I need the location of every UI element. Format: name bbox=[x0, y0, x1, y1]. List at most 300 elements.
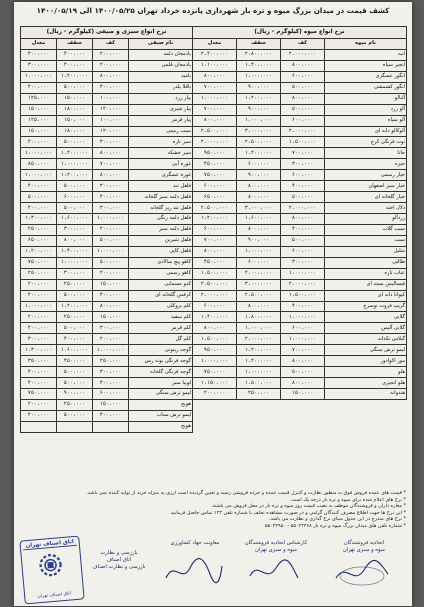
price-floor: ۷۰۰،۰۰۰ bbox=[281, 148, 325, 159]
price-ceiling: ۲۵۰،۰۰۰ bbox=[57, 399, 93, 410]
price-ceiling: ۵۰۰،۰۰۰ bbox=[57, 137, 93, 148]
table-row bbox=[21, 345, 193, 356]
item-name: کلم قرمز bbox=[129, 323, 193, 334]
item-name: گوجه فرنگی بوته رس bbox=[129, 356, 193, 367]
item-name: پیاز قرمز bbox=[129, 115, 193, 126]
fruit-ceiling-header: سقف bbox=[237, 39, 281, 50]
table-row bbox=[193, 71, 407, 82]
item-name: فلفل دلمه سبز bbox=[129, 224, 193, 235]
table-row bbox=[193, 203, 407, 214]
table-row bbox=[21, 49, 193, 60]
table-row bbox=[21, 170, 193, 181]
item-name: فیسالیس بسته ای bbox=[325, 279, 407, 290]
price-floor: ۶۰۰،۰۰۰ bbox=[281, 71, 325, 82]
price-ceiling: ۲۵۰،۰۰۰ bbox=[57, 312, 93, 323]
price-floor: ۵۰۰،۰۰۰ bbox=[281, 82, 325, 93]
signature-scribble bbox=[164, 556, 224, 586]
item-name: غوره آبی bbox=[129, 159, 193, 170]
item-name: کیوانا دانه ای bbox=[325, 290, 407, 301]
price-floor: ۳۰۰،۰۰۰ bbox=[93, 137, 129, 148]
price-avg: ۲،۰۰۰،۰۰۰ bbox=[193, 137, 237, 148]
price-ceiling: ۶۰۰،۰۰۰ bbox=[57, 192, 93, 203]
item-name: کاهو پیچ سالادی bbox=[129, 257, 193, 268]
price-floor: ۸۰۰،۰۰۰ bbox=[93, 148, 129, 159]
price-floor: ۳۰۰،۰۰۰ bbox=[281, 257, 325, 268]
table-row bbox=[193, 159, 407, 170]
table-row bbox=[193, 356, 407, 367]
price-floor: ۳۰۰،۰۰۰ bbox=[93, 323, 129, 334]
price-floor: ۸۰۰،۰۰۰ bbox=[281, 93, 325, 104]
price-floor: ۲۰۰،۰۰۰ bbox=[93, 334, 129, 345]
price-ceiling: ۳۰۰،۰۰۰ bbox=[57, 224, 93, 235]
item-name: آلو سیاه bbox=[325, 115, 407, 126]
note-line: * شماره تلفن های میدان بزرگ میوه و تره بار ۵۵۰۴۲۴۶۸ - ۵۵۰۴۲۹۵۰ bbox=[264, 522, 406, 529]
table-row bbox=[193, 246, 407, 257]
signature-agriculture: معاونت جهاد کشاورزی bbox=[170, 540, 220, 546]
table-row bbox=[21, 93, 193, 104]
price-avg: ۴۰۰،۰۰۰ bbox=[21, 290, 57, 301]
price-floor: ۷۰۰،۰۰۰ bbox=[281, 345, 325, 356]
price-avg: ۸۵۰،۰۰۰ bbox=[21, 159, 57, 170]
item-name: موز اکوادور bbox=[325, 356, 407, 367]
note-line: * نرخ های مندرج در این جدول مبنای نرخ گذاری و نظارت می باشد. bbox=[269, 516, 406, 523]
price-floor: ۱۵۰،۰۰۰ bbox=[93, 279, 129, 290]
price-avg: ۲۰۰،۰۰۰ bbox=[21, 399, 57, 410]
table-row bbox=[21, 224, 193, 235]
price-floor: ۶۰۰،۰۰۰ bbox=[281, 115, 325, 126]
price-avg: ۲۵۰،۰۰۰ bbox=[21, 224, 57, 235]
price-floor: ۱،۰۰۰،۰۰۰ bbox=[281, 312, 325, 323]
note-line: * این نرخ ها جهت اطلاع مصرف کنندگان گرامی و در صورت مشاهده تخلف با شماره تلفن ۱۲۴ تماس حاصل فرمایید. bbox=[169, 509, 406, 516]
table-row bbox=[21, 104, 193, 115]
price-ceiling: ۱،۰۰۰،۰۰۰ bbox=[237, 246, 281, 257]
item-name: لیمو ترش سنگی bbox=[129, 389, 193, 400]
item-name: کلم سفید bbox=[129, 312, 193, 323]
price-floor: ۲۰۰،۰۰۰ bbox=[93, 49, 129, 60]
veg-ceiling-header: سقف bbox=[57, 39, 93, 50]
signature-inspection: بازرسی و نظارت اتاق اصناف بازرسی و نظارت اصناف bbox=[92, 550, 146, 570]
item-name: سیب گلاب bbox=[325, 224, 407, 235]
price-ceiling: ۲،۰۰۰،۰۰۰ bbox=[237, 268, 281, 279]
price-ceiling: ۲۵۰،۰۰۰ bbox=[57, 279, 93, 290]
signature-union: اتحادیه فروشندگان میوه و سبزی تهران bbox=[343, 540, 385, 553]
price-avg: ۴۰۰،۰۰۰ bbox=[21, 203, 57, 214]
signature-scribble bbox=[246, 558, 306, 586]
price-avg: ۱،۰۰۰،۰۰۰ bbox=[193, 356, 237, 367]
price-avg: ۱،۴۰۰،۰۰۰ bbox=[193, 312, 237, 323]
table-row bbox=[21, 159, 193, 170]
vegetable-price-table bbox=[20, 26, 193, 433]
price-floor: ۱۰۰،۰۰۰ bbox=[93, 93, 129, 104]
price-avg: ۹۵۰،۰۰۰ bbox=[193, 345, 237, 356]
price-avg: ۸۰۰،۰۰۰ bbox=[193, 246, 237, 257]
table-row bbox=[193, 148, 407, 159]
price-floor: ۳۰۰،۰۰۰ bbox=[93, 378, 129, 389]
price-avg: ۱،۱۰۰،۰۰۰ bbox=[193, 60, 237, 71]
table-row bbox=[21, 71, 193, 82]
price-avg: ۴۰۰،۰۰۰ bbox=[21, 378, 57, 389]
price-ceiling: ۵۰۰،۰۰۰ bbox=[57, 367, 93, 378]
price-floor: ۱۲۰،۰۰۰ bbox=[93, 126, 129, 137]
price-avg: ۳۰۰،۰۰۰ bbox=[21, 49, 57, 60]
price-floor: ۳۰۰،۰۰۰ bbox=[93, 181, 129, 192]
table-row bbox=[193, 170, 407, 181]
signature-scribble bbox=[332, 558, 392, 588]
table-row bbox=[21, 356, 193, 367]
fruit-floor-header: کف bbox=[281, 39, 325, 50]
price-floor: ۵۰۰،۰۰۰ bbox=[93, 257, 129, 268]
table-row bbox=[193, 235, 407, 246]
table-row bbox=[193, 367, 407, 378]
price-floor: ۴۰۰،۰۰۰ bbox=[281, 224, 325, 235]
table-row bbox=[21, 410, 193, 421]
table-row bbox=[21, 399, 193, 410]
price-avg: ۱۲۵،۰۰۰ bbox=[21, 93, 57, 104]
price-avg: ۷۰۰،۰۰۰ bbox=[193, 82, 237, 93]
table-row bbox=[193, 389, 407, 400]
item-name: آلو زرد bbox=[325, 104, 407, 115]
price-ceiling: ۵۰۰،۰۰۰ bbox=[57, 82, 93, 93]
price-floor: ۳۰۰،۰۰۰ bbox=[93, 410, 129, 421]
price-ceiling: ۳،۰۰۰،۰۰۰ bbox=[237, 203, 281, 214]
price-ceiling: ۱،۸۰۰،۰۰۰ bbox=[237, 312, 281, 323]
veg-average-header: معدل bbox=[21, 39, 57, 50]
item-name: انگور عسگری bbox=[325, 71, 407, 82]
price-avg: ۱۵۰،۰۰۰ bbox=[21, 126, 57, 137]
price-avg: ۱،۰۰۰،۰۰۰ bbox=[21, 148, 57, 159]
item-name: فلفل شیرین bbox=[129, 235, 193, 246]
fruit-average-header: معدل bbox=[193, 39, 237, 50]
table-row bbox=[21, 323, 193, 334]
item-name: زردآلو bbox=[325, 214, 407, 225]
price-avg: ۴۰۰،۰۰۰ bbox=[21, 323, 57, 334]
table-row bbox=[193, 192, 407, 203]
item-name: خیار رسمی bbox=[325, 170, 407, 181]
price-ceiling: ۲،۰۰۰،۰۰۰ bbox=[237, 334, 281, 345]
price-floor: ۵۰۰،۰۰۰ bbox=[281, 192, 325, 203]
price-floor: ۶۰۰،۰۰۰ bbox=[281, 170, 325, 181]
table-row bbox=[21, 82, 193, 93]
price-ceiling: ۱۸۰،۰۰۰ bbox=[57, 126, 93, 137]
price-avg: ۳۵۰،۰۰۰ bbox=[21, 356, 57, 367]
price-ceiling: ۵۰۰،۰۰۰ bbox=[57, 181, 93, 192]
price-ceiling: ۹۰۰،۰۰۰ bbox=[237, 235, 281, 246]
fruit-rows bbox=[193, 49, 407, 399]
table-row bbox=[21, 334, 193, 345]
item-name: توت فرنگی کرج bbox=[325, 137, 407, 148]
price-avg: ۸۰۰،۰۰۰ bbox=[193, 115, 237, 126]
item-name: هلو انجیری bbox=[325, 378, 407, 389]
item-name: انبه bbox=[325, 49, 407, 60]
table-row bbox=[21, 235, 193, 246]
price-floor: ۴۰۰،۰۰۰ bbox=[281, 301, 325, 312]
price-avg: ۲،۰۰۰،۰۰۰ bbox=[193, 290, 237, 301]
vegetable-rows bbox=[21, 49, 193, 432]
price-floor: ۶۰۰،۰۰۰ bbox=[281, 323, 325, 334]
price-floor: ۸۰۰،۰۰۰ bbox=[281, 60, 325, 71]
table-row bbox=[193, 312, 407, 323]
price-avg: ۲،۴۰۰،۰۰۰ bbox=[193, 49, 237, 60]
price-avg: ۱،۵۰۰،۰۰۰ bbox=[193, 334, 237, 345]
item-name: آلبالو bbox=[325, 93, 407, 104]
item-name: دلال اخته bbox=[325, 203, 407, 214]
price-ceiling: ۸۰۰،۰۰۰ bbox=[237, 181, 281, 192]
price-floor: ۱،۰۰۰،۰۰۰ bbox=[281, 268, 325, 279]
price-avg bbox=[21, 421, 57, 432]
item-name: کلم بروکلی bbox=[129, 301, 193, 312]
table-row bbox=[193, 378, 407, 389]
note-line: * قیمت های عمده فروش فوق به منظور نظارت و کنترل قیمت عمده و خرده فروشی رسید و تعیین گردیده است ارزی به منزله خرید از تولید کننده نمی باشد. bbox=[86, 490, 406, 496]
price-ceiling: ۲،۸۰۰،۰۰۰ bbox=[237, 49, 281, 60]
price-ceiling: ۳۰۰،۰۰۰ bbox=[57, 268, 93, 279]
item-name: عناب تازه bbox=[325, 268, 407, 279]
item-name: باقلا پلدر bbox=[129, 82, 193, 93]
price-avg: ۷۵۰،۰۰۰ bbox=[193, 170, 237, 181]
price-ceiling: ۶۰۰،۰۰۰ bbox=[237, 159, 281, 170]
price-floor: ۸۰۰،۰۰۰ bbox=[281, 214, 325, 225]
table-row bbox=[193, 214, 407, 225]
price-floor: ۳۰۰،۰۰۰ bbox=[93, 367, 129, 378]
price-ceiling: ۸۰۰،۰۰۰ bbox=[237, 301, 281, 312]
stamp-line: اتاق اصناف تهران bbox=[37, 591, 72, 600]
price-avg: ۴۵۰،۰۰۰ bbox=[193, 257, 237, 268]
table-row bbox=[21, 192, 193, 203]
price-ceiling: ۹۰۰،۰۰۰ bbox=[237, 104, 281, 115]
item-name: سیر تازه bbox=[129, 137, 193, 148]
item-name: آلوکالو دانه ای bbox=[325, 126, 407, 137]
note-line: * نرخ های اعلام شده برای میوه و تره بار درجه یک است. bbox=[289, 496, 406, 503]
price-avg: ۱،۰۰۰،۰۰۰ bbox=[193, 93, 237, 104]
table-row bbox=[21, 181, 193, 192]
price-ceiling: ۱،۴۰۰،۰۰۰ bbox=[57, 246, 93, 257]
item-name: فلفل دلمه رنگی bbox=[129, 214, 193, 225]
price-avg: ۶۵۰،۰۰۰ bbox=[193, 192, 237, 203]
table-row bbox=[193, 60, 407, 71]
table-row bbox=[193, 279, 407, 290]
fruit-price-table bbox=[192, 26, 407, 400]
price-floor: ۲۰۰،۰۰۰ bbox=[93, 60, 129, 71]
table-row bbox=[21, 115, 193, 126]
item-name: گوجه زیتونی bbox=[129, 345, 193, 356]
price-avg: ۷۵۰،۰۰۰ bbox=[21, 257, 57, 268]
item-name: سیب bbox=[325, 235, 407, 246]
price-floor: ۸۰۰،۰۰۰ bbox=[93, 301, 129, 312]
item-name: شلیل bbox=[325, 246, 407, 257]
price-floor: ۲۰۰،۰۰۰ bbox=[93, 268, 129, 279]
item-name: پیاز زرد bbox=[129, 93, 193, 104]
price-ceiling: ۴۰۰،۰۰۰ bbox=[57, 334, 93, 345]
price-ceiling: ۱،۲۰۰،۰۰۰ bbox=[237, 356, 281, 367]
table-row bbox=[21, 367, 193, 378]
price-avg: ۸۰۰،۰۰۰ bbox=[193, 323, 237, 334]
price-avg: ۴۰۰،۰۰۰ bbox=[21, 181, 57, 192]
price-avg: ۴۰۰،۰۰۰ bbox=[21, 410, 57, 421]
price-ceiling: ۱،۶۰۰،۰۰۰ bbox=[57, 214, 93, 225]
price-avg: ۹۵۰،۰۰۰ bbox=[193, 148, 237, 159]
item-name: هندوانه bbox=[325, 389, 407, 400]
price-ceiling: ۱۸۰،۰۰۰ bbox=[57, 104, 93, 115]
price-floor: ۱،۵۰۰،۰۰۰ bbox=[281, 137, 325, 148]
table-row bbox=[21, 290, 193, 301]
price-avg: ۱،۰۰۰،۰۰۰ bbox=[21, 71, 57, 82]
price-ceiling: ۱،۲۰۰،۰۰۰ bbox=[57, 71, 93, 82]
price-avg: ۱،۵۰۰،۰۰۰ bbox=[193, 268, 237, 279]
table-row bbox=[21, 257, 193, 268]
veg-floor-header: کف bbox=[93, 39, 129, 50]
item-name: فلفل کاپی bbox=[129, 246, 193, 257]
price-floor: ۲۰۰،۰۰۰ bbox=[93, 224, 129, 235]
price-ceiling: ۱،۰۰۰،۰۰۰ bbox=[237, 323, 281, 334]
table-row bbox=[193, 268, 407, 279]
item-name: گیلاس تکدانه bbox=[325, 334, 407, 345]
table-row bbox=[193, 82, 407, 93]
table-row bbox=[21, 301, 193, 312]
item-name: هلو bbox=[325, 367, 407, 378]
table-row bbox=[193, 334, 407, 345]
table-row bbox=[193, 224, 407, 235]
price-avg: ۳۰۰،۰۰۰ bbox=[21, 60, 57, 71]
price-floor: ۴۰۰،۰۰۰ bbox=[93, 192, 129, 203]
price-floor: ۲،۰۰۰،۰۰۰ bbox=[281, 49, 325, 60]
price-avg: ۶۰۰،۰۰۰ bbox=[193, 224, 237, 235]
guild-stamp bbox=[19, 536, 84, 605]
price-avg: ۴۰۰،۰۰۰ bbox=[21, 82, 57, 93]
price-avg: ۱،۲۰۰،۰۰۰ bbox=[193, 214, 237, 225]
table-row bbox=[193, 290, 407, 301]
price-ceiling: ۱،۲۰۰،۰۰۰ bbox=[57, 170, 93, 181]
item-name: فلفل تند bbox=[129, 181, 193, 192]
price-floor: ۱،۵۰۰،۰۰۰ bbox=[281, 290, 325, 301]
price-ceiling: ۱،۵۰۰،۰۰۰ bbox=[237, 378, 281, 389]
price-floor: ۸۰۰،۰۰۰ bbox=[281, 378, 325, 389]
item-name: هویج bbox=[129, 399, 193, 410]
item-name: کاهو رسمی bbox=[129, 268, 193, 279]
price-floor: ۶۰۰،۰۰۰ bbox=[281, 246, 325, 257]
price-floor: ۱،۰۰۰،۰۰۰ bbox=[93, 246, 129, 257]
table-row bbox=[21, 421, 193, 432]
price-ceiling: ۱،۰۰۰،۰۰۰ bbox=[237, 71, 281, 82]
price-floor: ۱،۰۰۰،۰۰۰ bbox=[93, 214, 129, 225]
price-ceiling: ۶۰۰،۰۰۰ bbox=[237, 257, 281, 268]
table-row bbox=[21, 268, 193, 279]
price-floor: ۴۰۰،۰۰۰ bbox=[281, 181, 325, 192]
price-avg: ۱،۳۰۰،۰۰۰ bbox=[21, 214, 57, 225]
price-floor: ۱،۰۰۰،۰۰۰ bbox=[281, 334, 325, 345]
item-name: هویج bbox=[129, 421, 193, 432]
table-row bbox=[21, 203, 193, 214]
price-ceiling: ۵۰۰،۰۰۰ bbox=[57, 410, 93, 421]
price-floor: ۱۵۰،۰۰۰ bbox=[93, 399, 129, 410]
price-ceiling: ۴۰۰،۰۰۰ bbox=[57, 49, 93, 60]
table-row bbox=[193, 137, 407, 148]
price-floor: ۳۰۰،۰۰۰ bbox=[93, 82, 129, 93]
price-avg: ۷۰۰،۰۰۰ bbox=[193, 104, 237, 115]
item-name: سیر خشکه bbox=[129, 148, 193, 159]
price-floor: ۵۰۰،۰۰۰ bbox=[281, 104, 325, 115]
price-ceiling: ۵۰۰،۰۰۰ bbox=[57, 323, 93, 334]
price-ceiling: ۱۵۰،۰۰۰ bbox=[57, 93, 93, 104]
table-row bbox=[21, 312, 193, 323]
price-floor: ۲،۰۰۰،۰۰۰ bbox=[281, 203, 325, 214]
price-avg: ۲،۵۰۰،۰۰۰ bbox=[193, 203, 237, 214]
price-ceiling: ۴۵۰،۰۰۰ bbox=[57, 356, 93, 367]
note-line: * مغازه داران و فروشندگان موظف به نصب قیمت روز میوه و تره بار در محل فروش می باشند. bbox=[210, 503, 406, 510]
price-ceiling: ۱،۲۰۰،۰۰۰ bbox=[57, 301, 93, 312]
price-avg: ۲۵۰،۰۰۰ bbox=[21, 268, 57, 279]
price-ceiling: ۵۰۰،۰۰۰ bbox=[57, 203, 93, 214]
price-ceiling: ۱،۰۰۰،۰۰۰ bbox=[57, 159, 93, 170]
price-floor: ۸۰۰،۰۰۰ bbox=[281, 356, 325, 367]
price-floor: ۵۰۰،۰۰۰ bbox=[281, 235, 325, 246]
price-avg: ۲،۵۰۰،۰۰۰ bbox=[193, 279, 237, 290]
price-ceiling: ۱،۴۰۰،۰۰۰ bbox=[237, 60, 281, 71]
price-avg: ۸۰۰،۰۰۰ bbox=[193, 71, 237, 82]
table-row bbox=[21, 126, 193, 137]
price-ceiling: ۴۰۰،۰۰۰ bbox=[57, 60, 93, 71]
item-name: گوجه فرنگی گلخانه bbox=[129, 367, 193, 378]
document-title: کشف قیمت در میدان بزرگ میوه و تره بار شهرداری پانزده خرداد تهران ۱۴۰۰/۰۵/۲۵ الی ۱۴۰۰/۰۵/۱۹ bbox=[36, 6, 390, 15]
price-ceiling: ۲،۵۰۰،۰۰۰ bbox=[237, 290, 281, 301]
item-name: بادمجان قلمی bbox=[129, 60, 193, 71]
signature-area bbox=[14, 534, 412, 606]
price-avg: ۷۰۰،۰۰۰ bbox=[193, 235, 237, 246]
signature-expert: کارشناس اتحادیه فروشندگان میوه و سبزی تهران bbox=[244, 540, 308, 553]
price-floor: ۶۰۰،۰۰۰ bbox=[93, 389, 129, 400]
price-ceiling: ۱،۲۰۰،۰۰۰ bbox=[57, 148, 93, 159]
price-ceiling: ۱،۲۰۰،۰۰۰ bbox=[237, 345, 281, 356]
item-name: غوره عسگری bbox=[129, 170, 193, 181]
price-avg: ۷۵۰،۰۰۰ bbox=[21, 389, 57, 400]
item-name: کدو مسمایی bbox=[129, 279, 193, 290]
price-ceiling: ۸۰۰،۰۰۰ bbox=[57, 235, 93, 246]
fruit-name-header: نام میوه bbox=[325, 39, 407, 50]
price-ceiling: ۱۵۰،۰۰۰ bbox=[57, 115, 93, 126]
price-avg: ۴۰۰،۰۰۰ bbox=[21, 367, 57, 378]
price-floor: ۷۰۰،۰۰۰ bbox=[93, 159, 129, 170]
price-avg: ۱۲۵،۰۰۰ bbox=[21, 115, 57, 126]
table-row bbox=[193, 323, 407, 334]
price-avg: ۶۰۰،۰۰۰ bbox=[193, 301, 237, 312]
item-name: گلابی آلیس bbox=[325, 323, 407, 334]
price-avg: ۵۰۰،۰۰۰ bbox=[21, 192, 57, 203]
table-row bbox=[193, 257, 407, 268]
price-ceiling: ۵۰۰،۰۰۰ bbox=[57, 290, 93, 301]
price-avg: ۱،۲۰۰،۰۰۰ bbox=[21, 246, 57, 257]
item-name: فلفل تند ریز گلخانه bbox=[129, 203, 193, 214]
item-name: لوبیا سبز bbox=[129, 378, 193, 389]
veg-name-header: نام صیفی bbox=[129, 39, 193, 50]
table-row bbox=[21, 246, 193, 257]
item-name: سیب زمینی bbox=[129, 126, 193, 137]
item-name: بامیه bbox=[129, 71, 193, 82]
price-avg: ۲۰۰،۰۰۰ bbox=[21, 312, 57, 323]
price-ceiling: ۱،۰۰۰،۰۰۰ bbox=[237, 367, 281, 378]
price-ceiling: ۳،۰۰۰،۰۰۰ bbox=[237, 126, 281, 137]
price-avg: ۶۰۰،۰۰۰ bbox=[193, 181, 237, 192]
price-floor: ۲،۰۰۰،۰۰۰ bbox=[281, 279, 325, 290]
table-row bbox=[21, 137, 193, 148]
price-floor: ۵۰۰،۰۰۰ bbox=[281, 367, 325, 378]
price-avg: ۲،۵۰۰،۰۰۰ bbox=[193, 126, 237, 137]
table-row bbox=[21, 378, 193, 389]
price-floor: ۱،۰۰۰،۰۰۰ bbox=[93, 345, 129, 356]
price-ceiling: ۲،۵۰۰،۰۰۰ bbox=[237, 137, 281, 148]
price-floor: ۲۵۰،۰۰۰ bbox=[93, 356, 129, 367]
price-ceiling: ۹۰۰،۰۰۰ bbox=[237, 82, 281, 93]
price-ceiling: ۳،۰۰۰،۰۰۰ bbox=[237, 279, 281, 290]
price-avg: ۶۵۰،۰۰۰ bbox=[21, 235, 57, 246]
price-avg: ۲۰۰،۰۰۰ bbox=[21, 279, 57, 290]
